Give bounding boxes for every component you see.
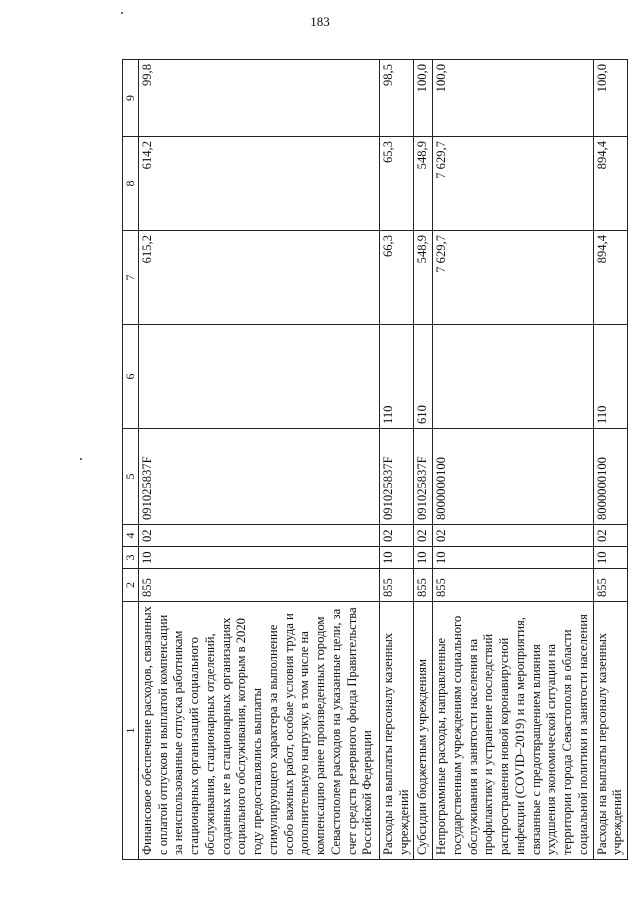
execution-percent: 100,0	[433, 60, 593, 137]
table-row	[433, 60, 593, 860]
planned-amount: 548,9	[414, 231, 433, 325]
expense-name: Субсидии бюджетным учреждениям	[414, 602, 433, 860]
table-header-row	[123, 60, 139, 860]
execution-percent: 100,0	[593, 60, 627, 137]
column-number: 7	[123, 231, 139, 325]
expense-name: Непрограммные расходы, направленные государственным учреждениям социального обслуживания и занятости населения на профилактику и устранение последствий распространения новой коронавирусной инфекции (COVID–2019) и на мероприятия, связанные с предотвращением влияния ухудшения экономической ситуации на территории города Севастополя в области социальной политики и занятости населения	[433, 602, 593, 860]
subsection-code: 02	[433, 525, 593, 547]
execution-percent: 98,5	[380, 60, 414, 137]
column-number: 8	[123, 137, 139, 231]
target-article-code: 091025837F	[414, 429, 433, 525]
section-code: 10	[433, 547, 593, 569]
section-code: 10	[139, 547, 380, 569]
expense-type-code: 110	[380, 325, 414, 429]
planned-amount: 894,4	[593, 231, 627, 325]
execution-percent: 100,0	[414, 60, 433, 137]
expense-name: Расходы на выплаты персоналу казенных учреждений	[593, 602, 627, 860]
executed-amount: 894,4	[593, 137, 627, 231]
expense-type-code	[433, 325, 593, 429]
table-row	[414, 60, 433, 860]
ministry-code: 855	[139, 569, 380, 602]
executed-amount: 7 629,7	[433, 137, 593, 231]
planned-amount: 7 629,7	[433, 231, 593, 325]
ministry-code: 855	[380, 569, 414, 602]
budget-table	[122, 59, 628, 860]
target-article-code: 8000000100	[593, 429, 627, 525]
subsection-code: 02	[414, 525, 433, 547]
subsection-code: 02	[380, 525, 414, 547]
expense-type-code: 110	[593, 325, 627, 429]
planned-amount: 615,2	[139, 231, 380, 325]
execution-percent: 99,8	[139, 60, 380, 137]
scan-speck	[121, 12, 123, 14]
planned-amount: 66,3	[380, 231, 414, 325]
ministry-code: 855	[414, 569, 433, 602]
executed-amount: 65,3	[380, 137, 414, 231]
ministry-code: 855	[433, 569, 593, 602]
expense-type-code: 610	[414, 325, 433, 429]
ministry-code: 855	[593, 569, 627, 602]
column-number: 3	[123, 547, 139, 569]
column-number: 2	[123, 569, 139, 602]
section-code: 10	[414, 547, 433, 569]
table-row	[380, 60, 414, 860]
column-number: 5	[123, 429, 139, 525]
column-number: 6	[123, 325, 139, 429]
section-code: 10	[380, 547, 414, 569]
subsection-code: 02	[593, 525, 627, 547]
table-row	[593, 60, 627, 860]
target-article-code: 8000000100	[433, 429, 593, 525]
page-number: 183	[310, 14, 330, 29]
section-code: 10	[593, 547, 627, 569]
expense-name: Расходы на выплаты персоналу казенных учреждений	[380, 602, 414, 860]
column-number: 4	[123, 525, 139, 547]
rotated-table-container	[122, 60, 625, 860]
expense-name: Финансовое обеспечение расходов, связанных с оплатой отпусков и выплатой компенсации за неиспользованные отпуска работникам стационарных организаций социального обслуживания, стационарных отделений, созданных не в стационарных организациях социального обслуживания, которым в 2020 году предоставлялись выплаты стимулирующего характера за выполнение особо важных работ, особые условия труда и дополнительную нагрузку, в том числе на компенсацию ранее произведенных городом Севастополем расходов на указанные цели, за счет средств резервного фонда Правительства Российской Федерации	[139, 602, 380, 860]
column-number: 1	[123, 602, 139, 860]
scan-speck	[80, 458, 82, 460]
table-row	[139, 60, 380, 860]
subsection-code: 02	[139, 525, 380, 547]
target-article-code: 091025837F	[380, 429, 414, 525]
target-article-code: 091025837F	[139, 429, 380, 525]
executed-amount: 614,2	[139, 137, 380, 231]
expense-type-code	[139, 325, 380, 429]
executed-amount: 548,9	[414, 137, 433, 231]
column-number: 9	[123, 60, 139, 137]
